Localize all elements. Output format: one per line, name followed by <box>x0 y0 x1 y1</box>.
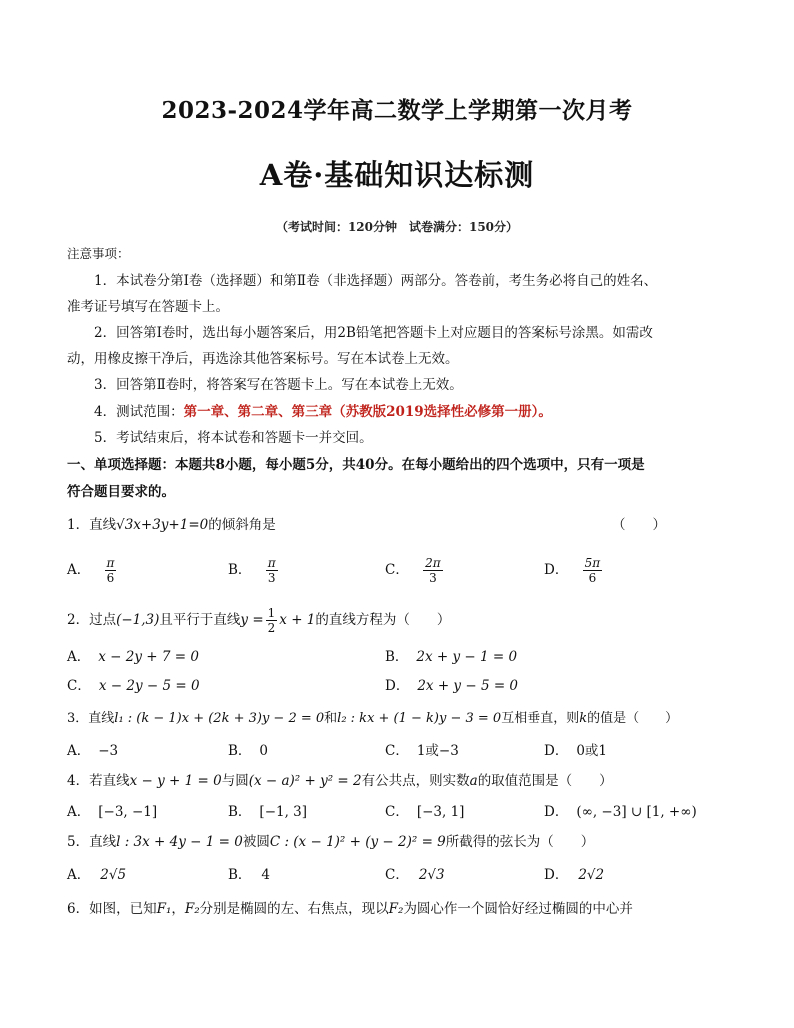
exam-title: 2023-2024学年高二数学上学期第一次月考 <box>161 97 633 124</box>
q3-option-c <box>385 741 459 761</box>
q2-option-b-text: 2x + y − 1 = 0 <box>416 649 518 665</box>
note-1-line-2: 准考证号填写在答题卡上。 <box>67 299 229 315</box>
q1-option-a <box>67 556 118 585</box>
q2-option-a <box>67 647 199 667</box>
section-1-line-1: 一、单项选择题：本题共8小题，每小题5分，共40分。在每小题给出的四个选项中，只有一项是 <box>67 457 645 473</box>
q1-option-d-num: 5π <box>584 556 601 570</box>
q2-option-d-text: 2x + y − 5 = 0 <box>417 678 519 694</box>
q2-option-b-label: B． <box>385 649 409 665</box>
q4-var: a <box>469 773 478 789</box>
q3-suffix: 互相垂直，则 <box>501 711 580 726</box>
q3-option-d-label: D． <box>544 743 569 759</box>
q4-option-a-label: A． <box>67 804 91 820</box>
question-2 <box>67 606 450 635</box>
q2-frac-den: 2 <box>267 621 276 635</box>
question-5 <box>67 832 594 852</box>
q6-f2: F₂ <box>184 901 200 917</box>
question-1 <box>67 515 276 535</box>
q2-frac-num: 1 <box>267 606 276 620</box>
q3-option-a-text: −3 <box>98 743 119 759</box>
q1-option-b-den: 3 <box>267 571 276 585</box>
q4-option-d-label: D． <box>544 804 569 820</box>
q2-option-c-label: C． <box>67 678 91 694</box>
q3-option-b-label: B． <box>228 743 252 759</box>
exam-subtitle: A卷·基础知识达标测 <box>259 158 535 192</box>
q1-option-d-frac <box>583 556 603 585</box>
q1-option-d-den: 6 <box>588 571 597 585</box>
q1-option-d-label: D． <box>544 562 569 578</box>
q1-option-d <box>544 556 604 585</box>
q6-suffix: 为圆心作一个圆恰好经过椭圆的中心并 <box>403 901 633 917</box>
q2-option-c <box>67 676 200 696</box>
q4-line: x − y + 1 = 0 <box>129 773 222 789</box>
q6-f2b: F₂ <box>388 901 404 917</box>
q1-answer-paren: （ ） <box>612 517 666 533</box>
q5-option-b <box>228 865 270 885</box>
q5-line: l : 3x + 4y − 1 = 0 <box>116 834 243 850</box>
q3-option-b <box>228 741 268 761</box>
q3-option-c-text: 1或−3 <box>416 743 459 759</box>
q4-option-d-text: (∞, −3] ∪ [1, +∞) <box>576 804 697 820</box>
notes-heading: 注意事项： <box>67 246 130 261</box>
q4-option-b-text: [−1, 3] <box>259 804 308 820</box>
q5-option-d <box>544 865 604 885</box>
q6-mid: 分别是椭圆的左、右焦点，现以 <box>199 901 389 917</box>
q4-suffix2: 的取值范围是（ ） <box>477 773 613 789</box>
q1-expr: √3x+3y+1=0 <box>116 517 209 533</box>
q5-option-d-text: 2√2 <box>578 867 605 883</box>
q1-option-c-frac <box>423 556 443 585</box>
q1-suffix: 的倾斜角是 <box>208 517 276 533</box>
question-4 <box>67 771 613 791</box>
q2-option-c-text: x − 2y − 5 = 0 <box>98 678 200 694</box>
q4-option-b <box>228 802 307 822</box>
q1-option-c <box>385 556 445 585</box>
q2-option-a-label: A． <box>67 649 91 665</box>
note-4-range: 第一章、第二章、第三章（苏教版2019选择性必修第一册）。 <box>183 404 552 420</box>
q5-mid: 被圆 <box>242 834 270 850</box>
q1-option-c-num: 2π <box>425 556 441 570</box>
q6-f1: F₁ <box>156 901 172 917</box>
q2-expr-pre: y = <box>240 612 264 628</box>
q2-option-d <box>385 676 518 696</box>
q4-option-c-label: C． <box>385 804 409 820</box>
q5-option-c-label: C． <box>385 867 409 883</box>
q5-option-a <box>67 865 126 885</box>
q3-suffix2: 的值是（ ） <box>587 711 679 726</box>
q5-prefix: 5．直线 <box>67 834 117 850</box>
q5-suffix: 所截得的弦长为（ ） <box>445 834 595 850</box>
note-2-line-2: 动，用橡皮擦干净后，再选涂其他答案标号。写在本试卷上无效。 <box>67 351 459 367</box>
note-4-prefix: 4．测试范围： <box>94 404 184 420</box>
q3-option-a-label: A． <box>67 743 91 759</box>
q5-option-b-text: 4 <box>261 867 271 883</box>
q1-option-a-frac <box>105 556 117 585</box>
q5-option-b-label: B． <box>228 867 252 883</box>
q2-frac <box>266 606 278 635</box>
section-1-line-2: 符合题目要求的。 <box>67 484 175 500</box>
q3-option-d <box>544 741 607 761</box>
q5-circle: C : (x − 1)² + (y − 2)² = 9 <box>269 834 446 850</box>
q1-option-c-den: 3 <box>429 571 437 585</box>
q3-l2: l₂ : kx + (1 − k)y − 3 = 0 <box>337 711 502 726</box>
q1-prefix: 1．直线 <box>67 517 117 533</box>
q3-option-d-text: 0或1 <box>576 743 608 759</box>
note-3: 3．回答第Ⅱ卷时，将答案写在答题卡上。写在本试卷上无效。 <box>94 377 463 393</box>
q1-option-c-label: C． <box>385 562 409 578</box>
q3-var: k <box>579 711 588 726</box>
q1-option-a-num: π <box>106 556 115 570</box>
q6-prefix: 6．如图，已知 <box>67 901 157 917</box>
q3-option-b-text: 0 <box>259 743 269 759</box>
q5-option-c-text: 2√3 <box>418 867 445 883</box>
q4-option-a-text: [−3, −1] <box>98 804 158 820</box>
q2-option-d-label: D． <box>385 678 410 694</box>
q1-option-b-frac <box>266 556 278 585</box>
q1-option-b-label: B． <box>228 562 252 578</box>
q3-and: 和 <box>324 711 338 726</box>
q4-circle: (x − a)² + y² = 2 <box>248 773 362 789</box>
q5-option-c <box>385 865 445 885</box>
q4-suffix: 有公共点，则实数 <box>361 773 470 789</box>
exam-info: （考试时间：120分钟 试卷满分：150分） <box>275 220 519 234</box>
q2-option-a-text: x − 2y + 7 = 0 <box>98 649 199 665</box>
q5-option-a-label: A． <box>67 867 91 883</box>
q6-sep: ， <box>171 901 185 917</box>
question-6 <box>67 899 633 919</box>
q4-option-a <box>67 802 157 822</box>
q4-option-b-label: B． <box>228 804 252 820</box>
q2-point: (−1,3) <box>116 612 160 628</box>
q5-option-a-text: 2√5 <box>100 867 127 883</box>
q1-option-a-den: 6 <box>106 571 115 585</box>
note-1-line-1: 1．本试卷分第Ⅰ卷（选择题）和第Ⅱ卷（非选择题）两部分。答卷前，考生务必将自己的姓名、 <box>94 273 658 289</box>
q1-option-a-label: A． <box>67 562 91 578</box>
q3-prefix: 3．直线 <box>67 711 115 726</box>
q3-l1: l₁ : (k − 1)x + (2k + 3)y − 2 = 0 <box>114 711 325 726</box>
q5-option-d-label: D． <box>544 867 569 883</box>
note-2-line-1: 2．回答第Ⅰ卷时，选出每小题答案后，用2B铅笔把答题卡上对应题目的答案标号涂黑。如需改 <box>94 325 653 341</box>
q2-mid: 且平行于直线 <box>159 612 241 628</box>
q3-option-c-label: C． <box>385 743 409 759</box>
q4-option-d <box>544 802 697 822</box>
note-5: 5．考试结束后，将本试卷和答题卡一并交回。 <box>94 430 373 446</box>
q1-option-b <box>228 556 280 585</box>
q4-mid: 与圆 <box>221 773 249 789</box>
note-4 <box>94 402 552 422</box>
q4-option-c <box>385 802 464 822</box>
q2-expr-post: x + 1 <box>279 612 316 628</box>
q2-prefix: 2．过点 <box>67 612 117 628</box>
q4-prefix: 4．若直线 <box>67 773 130 789</box>
q1-option-b-num: π <box>267 556 276 570</box>
q2-option-b <box>385 647 517 667</box>
q3-option-a <box>67 741 118 761</box>
question-3 <box>67 709 678 729</box>
q2-suffix: 的直线方程为（ ） <box>315 612 451 628</box>
q4-option-c-text: [−3, 1] <box>416 804 465 820</box>
